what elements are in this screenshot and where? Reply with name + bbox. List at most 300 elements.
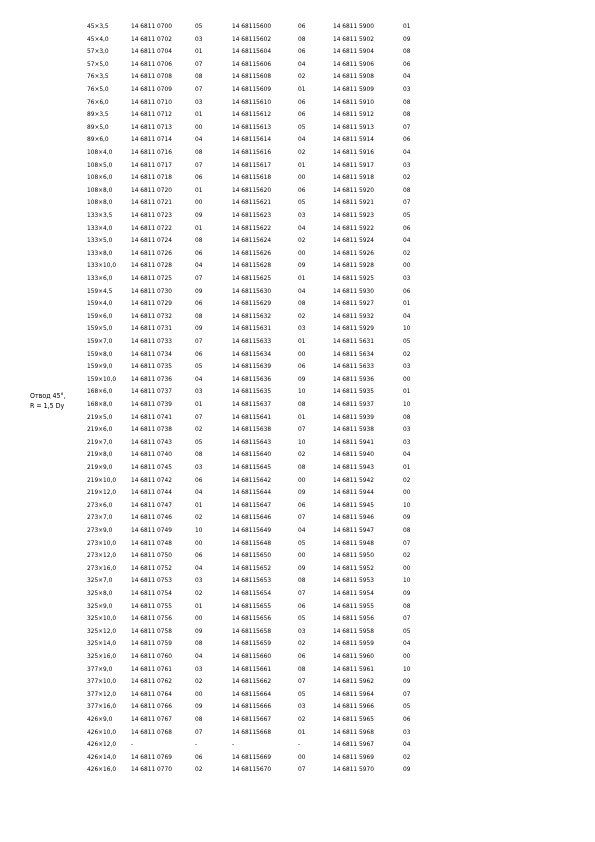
code1-cell: 14 6811 0740 (131, 450, 172, 459)
check3-cell: 09 (403, 513, 411, 522)
check1-cell: 07 (195, 274, 203, 282)
check1-cell: 04 (195, 652, 203, 660)
check2-cell: 00 (298, 173, 306, 182)
code3-cell: 14 6811 5962 (333, 677, 374, 686)
code2-cell: 14 68115612 (232, 110, 272, 119)
code1-cell: 14 6811 0706 (131, 59, 172, 68)
check3-cell: 06 (403, 59, 411, 68)
check2-cell: 04 (298, 59, 306, 68)
table-row (0, 638, 595, 648)
check3-cell: 04 (403, 639, 411, 648)
code3-cell: 14 6811 5918 (333, 173, 374, 182)
check2-cell: 02 (298, 72, 306, 81)
check1-cell: 03 (195, 664, 203, 673)
check1-cell: 06 (195, 299, 203, 308)
check1-cell: 07 (195, 85, 203, 93)
code1-cell: 14 6811 0752 (131, 563, 172, 572)
check1-cell: 09 (195, 286, 203, 295)
code3-cell: 14 6811 5917 (333, 160, 374, 169)
table-row (0, 134, 595, 144)
table-row (0, 538, 595, 548)
code2-cell: 14 68115654 (232, 589, 272, 597)
check1-cell: 07 (195, 412, 203, 421)
code2-cell: 14 68115614 (232, 135, 272, 144)
check2-cell: 05 (298, 122, 306, 131)
code1-cell: 14 6811 0718 (131, 173, 172, 182)
code2-cell: 14 68115666 (232, 702, 272, 711)
table-row (0, 46, 595, 56)
check2-cell: 05 (298, 689, 306, 698)
check2-cell: 02 (298, 715, 306, 723)
size-cell: 159×6,0 (87, 311, 113, 320)
check3-cell: 09 (403, 765, 411, 774)
code1-cell: 14 6811 0713 (131, 122, 172, 131)
code3-cell: 14 6811 5922 (333, 223, 374, 232)
code2-cell: 14 68115636 (232, 374, 272, 383)
check2-cell: 08 (298, 299, 306, 308)
table-row (0, 475, 595, 485)
code1-cell: 14 6811 0735 (131, 362, 172, 371)
check2-cell: 09 (298, 261, 306, 270)
size-cell: 325×14,0 (87, 639, 117, 648)
check3-cell: 08 (403, 185, 411, 194)
check2-cell: - (298, 740, 301, 749)
check1-cell: 08 (195, 311, 203, 320)
code2-cell: 14 68115608 (232, 72, 272, 81)
check2-cell: 08 (298, 34, 306, 43)
code3-cell: 14 6811 5927 (333, 299, 374, 308)
check1-cell: - (195, 740, 198, 749)
size-cell: 219×12,0 (87, 488, 117, 497)
check1-cell: 08 (195, 450, 203, 459)
check1-cell: 09 (195, 702, 203, 711)
code2-cell: 14 68115613 (232, 122, 272, 131)
code2-cell: 14 68115610 (232, 97, 272, 106)
check3-cell: 00 (403, 563, 411, 572)
check1-cell: 06 (195, 752, 203, 761)
size-cell: 133×10,0 (87, 261, 117, 270)
check3-cell: 05 (403, 626, 411, 635)
check1-cell: 04 (195, 488, 203, 497)
code2-cell: 14 68115670 (232, 765, 272, 774)
check3-cell: 00 (403, 261, 411, 270)
check1-cell: 02 (195, 765, 203, 774)
table-row (0, 298, 595, 308)
code1-cell: 14 6811 0746 (131, 513, 172, 522)
check1-cell: 04 (195, 261, 203, 270)
check1-cell: 03 (195, 387, 203, 396)
table-row (0, 185, 595, 195)
code1-cell: 14 6811 0743 (131, 437, 172, 446)
code3-cell: 14 6811 5902 (333, 34, 374, 43)
size-cell: 325×16,0 (87, 652, 117, 660)
check1-cell: 05 (195, 362, 203, 371)
code3-cell: 14 6811 5935 (333, 387, 374, 396)
check2-cell: 01 (298, 274, 306, 282)
check2-cell: 07 (298, 513, 306, 522)
check3-cell: 03 (403, 425, 411, 434)
size-cell: 273×6,0 (87, 500, 113, 509)
check3-cell: 07 (403, 198, 411, 207)
check2-cell: 10 (298, 437, 306, 446)
check2-cell: 09 (298, 374, 306, 383)
check2-cell: 02 (298, 148, 306, 156)
code3-cell: 14 6811 5954 (333, 589, 374, 597)
size-cell: 57×3,0 (87, 47, 109, 56)
check3-cell: 10 (403, 664, 411, 673)
size-cell: 57×5,0 (87, 59, 109, 68)
check2-cell: 01 (298, 412, 306, 421)
code1-cell: 14 6811 0769 (131, 752, 172, 761)
table-row (0, 764, 595, 774)
code2-cell: 14 68115643 (232, 437, 272, 446)
code3-cell: 14 6811 5950 (333, 551, 374, 560)
code2-cell: 14 68115656 (232, 614, 272, 623)
code3-cell: 14 6811 5910 (333, 97, 374, 106)
size-cell: 159×7,0 (87, 337, 113, 345)
code1-cell: 14 6811 0770 (131, 765, 172, 774)
code3-cell: 14 6811 5920 (333, 185, 374, 194)
size-cell: 273×10,0 (87, 538, 117, 547)
code2-cell: 14 68115667 (232, 715, 272, 723)
code1-cell: 14 6811 0756 (131, 614, 172, 623)
size-cell: 89×5,0 (87, 122, 109, 131)
check1-cell: 00 (195, 122, 203, 131)
check1-cell: 06 (195, 248, 203, 257)
table-row (0, 437, 595, 447)
code2-cell: 14 68115650 (232, 551, 272, 560)
code2-cell: 14 68115668 (232, 727, 272, 736)
size-cell: 219×7,0 (87, 437, 113, 446)
size-cell: 108×5,0 (87, 160, 113, 169)
code1-cell: 14 6811 0729 (131, 299, 172, 308)
check1-cell: 03 (195, 576, 203, 585)
check3-cell: 01 (403, 22, 411, 30)
size-cell: 426×14,0 (87, 752, 117, 761)
size-cell: 159×9,0 (87, 362, 113, 371)
code1-cell: 14 6811 0724 (131, 236, 172, 245)
size-cell: 159×4,5 (87, 286, 113, 295)
table-row (0, 512, 595, 522)
code2-cell: - (232, 740, 235, 749)
size-cell: 426×10,0 (87, 727, 117, 736)
check1-cell: 05 (195, 437, 203, 446)
size-cell: 133×4,0 (87, 223, 113, 232)
code1-cell: 14 6811 0720 (131, 185, 172, 194)
check2-cell: 02 (298, 311, 306, 320)
check2-cell: 08 (298, 664, 306, 673)
code3-cell: 14 6811 5945 (333, 500, 374, 509)
check3-cell: 08 (403, 97, 411, 106)
check1-cell: 01 (195, 47, 203, 56)
check2-cell: 03 (298, 626, 306, 635)
check3-cell: 10 (403, 500, 411, 509)
check2-cell: 06 (298, 601, 306, 610)
code1-cell: 14 6811 0755 (131, 601, 172, 610)
check3-cell: 01 (403, 387, 411, 396)
table-row (0, 273, 595, 283)
table-row (0, 588, 595, 598)
check1-cell: 07 (195, 337, 203, 345)
table-row (0, 97, 595, 107)
code2-cell: 14 68115625 (232, 274, 272, 282)
size-cell: 219×8,0 (87, 450, 113, 459)
check1-cell: 08 (195, 148, 203, 156)
code2-cell: 14 68115646 (232, 513, 272, 522)
code1-cell: 14 6811 0768 (131, 727, 172, 736)
code3-cell: 14 6811 5955 (333, 601, 374, 610)
code2-cell: 14 68115630 (232, 286, 272, 295)
code1-cell: 14 6811 0714 (131, 135, 172, 144)
check3-cell: 08 (403, 110, 411, 119)
code3-cell: 14 6811 5942 (333, 475, 374, 484)
table-row (0, 487, 595, 497)
code1-cell: 14 6811 0766 (131, 702, 172, 711)
table-row (0, 613, 595, 623)
code1-cell: 14 6811 0761 (131, 664, 172, 673)
table-row (0, 59, 595, 69)
size-cell: 273×9,0 (87, 526, 113, 534)
table-row (0, 84, 595, 94)
size-cell: 45×3,5 (87, 22, 109, 30)
table-row (0, 21, 595, 31)
code1-cell: 14 6811 0725 (131, 274, 172, 282)
check2-cell: 01 (298, 85, 306, 93)
code2-cell: 14 68115642 (232, 475, 272, 484)
check3-cell: 04 (403, 236, 411, 245)
check3-cell: 09 (403, 34, 411, 43)
table-row (0, 701, 595, 711)
check1-cell: 03 (195, 34, 203, 43)
check2-cell: 01 (298, 337, 306, 345)
code3-cell: 14 6811 5965 (333, 715, 374, 723)
code3-cell: 14 6811 5908 (333, 72, 374, 81)
code3-cell: 14 6811 5925 (333, 274, 374, 282)
table-row (0, 34, 595, 44)
check1-cell: 01 (195, 185, 203, 194)
code1-cell: 14 6811 0749 (131, 526, 172, 534)
code3-cell: 14 6811 5946 (333, 513, 374, 522)
code2-cell: 14 68115609 (232, 85, 272, 93)
table-row (0, 399, 595, 409)
size-cell: 426×9,0 (87, 715, 113, 723)
code1-cell: 14 6811 0732 (131, 311, 172, 320)
table-row (0, 71, 595, 81)
code2-cell: 14 68115624 (232, 236, 272, 245)
code1-cell: 14 6811 0731 (131, 324, 172, 333)
code2-cell: 14 68115628 (232, 261, 272, 270)
code1-cell: 14 6811 0762 (131, 677, 172, 686)
table-row (0, 197, 595, 207)
code1-cell: 14 6811 0734 (131, 349, 172, 358)
check3-cell: 01 (403, 299, 411, 308)
code3-cell: 14 6811 5959 (333, 639, 374, 648)
size-cell: 133×6,0 (87, 274, 113, 282)
table-row (0, 147, 595, 157)
code3-cell: 14 6811 5936 (333, 374, 374, 383)
code3-cell: 14 6811 5952 (333, 563, 374, 572)
code3-cell: 14 6811 5938 (333, 425, 374, 434)
size-cell: 219×10,0 (87, 475, 117, 484)
code3-cell: 14 6811 5943 (333, 463, 374, 471)
code2-cell: 14 68115639 (232, 362, 272, 371)
check2-cell: 06 (298, 47, 306, 56)
code2-cell: 14 68115634 (232, 349, 272, 358)
table-row (0, 412, 595, 422)
table-row (0, 676, 595, 686)
table-row (0, 223, 595, 233)
code3-cell: 14 6811 5916 (333, 148, 374, 156)
code1-cell: 14 6811 0750 (131, 551, 172, 560)
code1-cell: 14 6811 0742 (131, 475, 172, 484)
code1-cell: 14 6811 0723 (131, 211, 172, 219)
code2-cell: 14 68115645 (232, 463, 272, 471)
check1-cell: 02 (195, 425, 203, 434)
table-row (0, 739, 595, 749)
code1-cell: 14 6811 0759 (131, 639, 172, 648)
size-cell: 76×6,0 (87, 97, 109, 106)
size-cell: 273×12,0 (87, 551, 117, 560)
code1-cell: 14 6811 0726 (131, 248, 172, 257)
check3-cell: 08 (403, 526, 411, 534)
code1-cell: 14 6811 0748 (131, 538, 172, 547)
size-cell: 325×7,0 (87, 576, 113, 585)
code3-cell: 14 6811 5914 (333, 135, 374, 144)
code2-cell: 14 68115652 (232, 563, 272, 572)
code1-cell: 14 6811 0716 (131, 148, 172, 156)
check2-cell: 06 (298, 110, 306, 119)
code2-cell: 14 68115621 (232, 198, 272, 207)
code3-cell: 14 6811 5930 (333, 286, 374, 295)
code1-cell: 14 6811 0754 (131, 589, 172, 597)
code3-cell: 14 6811 5634 (333, 349, 374, 358)
code3-cell: 14 6811 5941 (333, 437, 374, 446)
size-cell: 108×8,0 (87, 185, 113, 194)
check1-cell: 04 (195, 374, 203, 383)
check1-cell: 09 (195, 626, 203, 635)
code3-cell: 14 6811 5909 (333, 85, 374, 93)
code2-cell: 14 68115653 (232, 576, 272, 585)
size-cell: 219×9,0 (87, 463, 113, 471)
size-cell: 76×3,5 (87, 72, 109, 81)
size-cell: 377×12,0 (87, 689, 117, 698)
table-row (0, 386, 595, 396)
check3-cell: 06 (403, 715, 411, 723)
code1-cell: 14 6811 0702 (131, 34, 172, 43)
size-cell: 426×12,0 (87, 740, 117, 749)
check3-cell: 06 (403, 286, 411, 295)
code3-cell: 14 6811 5970 (333, 765, 374, 774)
check1-cell: 06 (195, 475, 203, 484)
code1-cell: 14 6811 0758 (131, 626, 172, 635)
check3-cell: 05 (403, 337, 411, 345)
check1-cell: 01 (195, 223, 203, 232)
size-cell: 159×5,0 (87, 324, 113, 333)
check3-cell: 03 (403, 437, 411, 446)
table-row (0, 361, 595, 371)
size-cell: 325×12,0 (87, 626, 117, 635)
code1-cell: 14 6811 0730 (131, 286, 172, 295)
size-cell: 325×10,0 (87, 614, 117, 623)
code1-cell: 14 6811 0741 (131, 412, 172, 421)
check3-cell: 00 (403, 488, 411, 497)
check3-cell: 06 (403, 135, 411, 144)
size-cell: 108×4,0 (87, 148, 113, 156)
check1-cell: 05 (195, 22, 203, 30)
size-cell: 273×16,0 (87, 563, 117, 572)
check3-cell: 03 (403, 85, 411, 93)
table-row (0, 563, 595, 573)
check2-cell: 06 (298, 500, 306, 509)
code2-cell: 14 68115620 (232, 185, 272, 194)
code1-cell: 14 6811 0737 (131, 387, 172, 396)
code3-cell: 14 6811 5969 (333, 752, 374, 761)
code2-cell: 14 68115669 (232, 752, 272, 761)
check3-cell: 02 (403, 752, 411, 761)
code1-cell: 14 6811 0744 (131, 488, 172, 497)
check3-cell: 08 (403, 412, 411, 421)
check2-cell: 04 (298, 286, 306, 295)
code2-cell: 14 68115617 (232, 160, 272, 169)
table-row (0, 626, 595, 636)
size-cell: 168×6,0 (87, 387, 113, 396)
code3-cell: 14 6811 5961 (333, 664, 374, 673)
code2-cell: 14 68115647 (232, 500, 272, 509)
code2-cell: 14 68115633 (232, 337, 272, 345)
check1-cell: 03 (195, 97, 203, 106)
table-row (0, 172, 595, 182)
check2-cell: 09 (298, 563, 306, 572)
code2-cell: 14 68115631 (232, 324, 272, 333)
check2-cell: 07 (298, 677, 306, 686)
size-cell: 133×3,5 (87, 211, 113, 219)
check1-cell: 04 (195, 563, 203, 572)
code2-cell: 14 68115649 (232, 526, 272, 534)
code2-cell: 14 68115622 (232, 223, 272, 232)
check3-cell: 04 (403, 311, 411, 320)
check1-cell: 02 (195, 677, 203, 686)
code1-cell: 14 6811 0712 (131, 110, 172, 119)
size-cell: 325×9,0 (87, 601, 113, 610)
check1-cell: 01 (195, 500, 203, 509)
size-cell: 377×9,0 (87, 664, 113, 673)
code2-cell: 14 68115600 (232, 22, 272, 30)
table-row (0, 260, 595, 270)
check2-cell: 07 (298, 425, 306, 434)
table-row (0, 349, 595, 359)
code1-cell: 14 6811 0739 (131, 400, 172, 408)
check2-cell: 03 (298, 702, 306, 711)
code1-cell: 14 6811 0747 (131, 500, 172, 509)
table-row (0, 689, 595, 699)
check1-cell: 09 (195, 324, 203, 333)
code3-cell: 14 6811 5928 (333, 261, 374, 270)
code2-cell: 14 68115638 (232, 425, 272, 434)
code2-cell: 14 68115640 (232, 450, 272, 459)
code3-cell: 14 6811 5947 (333, 526, 374, 534)
code2-cell: 14 68115648 (232, 538, 272, 547)
code1-cell: 14 6811 0733 (131, 337, 172, 345)
check2-cell: 02 (298, 639, 306, 648)
check2-cell: 09 (298, 488, 306, 497)
table-row (0, 210, 595, 220)
code1-cell: 14 6811 0753 (131, 576, 172, 585)
size-cell: 219×5,0 (87, 412, 113, 421)
code1-cell: 14 6811 0722 (131, 223, 172, 232)
check1-cell: 01 (195, 400, 203, 408)
check1-cell: 07 (195, 160, 203, 169)
code1-cell: 14 6811 0704 (131, 47, 172, 56)
